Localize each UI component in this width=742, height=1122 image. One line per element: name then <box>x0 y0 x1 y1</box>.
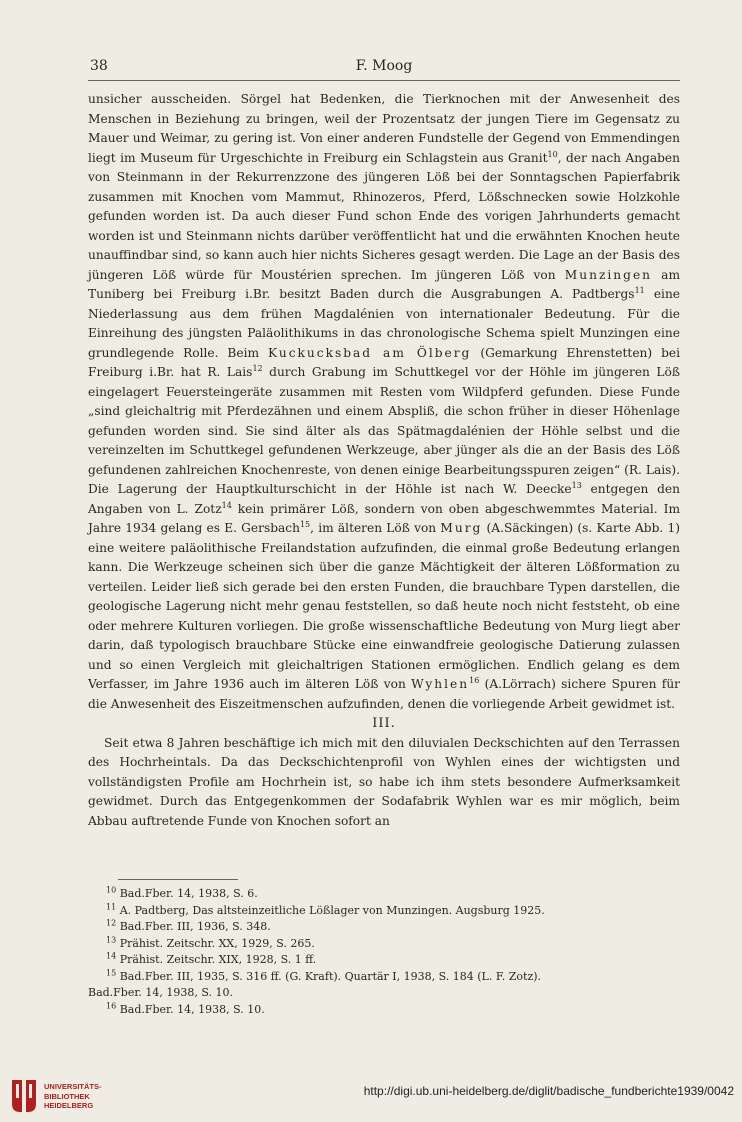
footnote-16: $^{16}$ Bad.Fber. 14, 1938, S. 10. <box>106 1000 265 1016</box>
footnote-14: $^{14}$ Prähist. Zeitschr. XIX, 1928, S. 1 ff. <box>106 951 317 966</box>
footnote-11: $^{11}$ A. Padtberg, Das altsteinzeitliche Lößlager von Munzingen. Augsburg 1925. <box>106 901 545 917</box>
footnote-10: $^{10}$ Bad.Fber. 14, 1938, S. 6. <box>106 885 258 900</box>
place-murg: Murg <box>440 521 483 535</box>
source-url-link[interactable]: http://digi.ub.uni-heidelberg.de/diglit/badische_fundberichte1939/0042 <box>363 1084 734 1098</box>
footnote-ref[interactable]: 14 <box>221 500 232 510</box>
place-munzingen: Munzingen <box>564 267 653 282</box>
footnote-divider <box>118 879 238 880</box>
digitization-footer <box>0 1076 742 1122</box>
university-library-logo-icon <box>8 1078 40 1114</box>
footnote-ref[interactable]: 13 <box>571 480 582 490</box>
footnote-15: $^{15}$ Bad.Fber. III, 1935, S. 316 ff. (G. Kraft). Quartär I, 1938, S. 184 (L. F. Zotz). <box>106 967 542 983</box>
running-header <box>88 58 680 81</box>
section-heading: III. <box>372 716 396 731</box>
paragraph-2: Seit etwa 8 Jahren beschäftige ich mich mit den diluvialen Deckschichten auf den Terrassen des Hochrheintals. Da das Deckschichtenprofil von Wyhlen eines der wichtigsten und vollständigsten Profile am Hochrhein ist, so habe ich ihm stets besondere Aufmerksamkeit gewidmet. Durch das Entgegenkommen der Sodafabrik Wyhlen war es mir möglich, beim Abbau auftretende Funde von Knochen sofort an <box>88 735 680 828</box>
footnote-ref[interactable]: 11 <box>634 285 645 295</box>
running-title-author: F. Moog <box>355 58 413 74</box>
main-text <box>88 90 680 831</box>
place-kuckucksbad: Kuckucksbad am Ölberg <box>268 345 472 360</box>
footnote-15-continued: Bad.Fber. 14, 1938, S. 10. <box>88 986 234 999</box>
page-number: 38 <box>90 58 108 74</box>
paragraph-1: unsicher ausscheiden. Sörgel hat Bedenken, die Tierknochen mit der Anwesenheit des Menschen in Beziehung zu bringen, weil der Prozentsatz der jungen Tiere im Gegensatz zu Mauer und Weimar, zu gering ist. Von einer anderen Fundstelle der Gegend von Emmendingen liegt im Museum für Urgeschichte in Freiburg ein Schlagstein aus Granit$^{10}$, der nach Angaben von Steinmann in der Rekurrenzzone des jüngeren Löß bei der Sonntagschen Papierfabrik zusammen mit Knochen vom Mammut, Rhinozeros, Pferd, Lößschnecken sowie Holzkohle gefunden worden ist. Da auch dieser Fund schon Ende des vorigen Jahrhunderts gemacht worden ist und Steinmann nichts darüber veröffentlicht hat und die erwähnten Knochen heute unauffindbar sind, so kann auch hier nichts Sicheres gesagt werden. Die Lage an der Basis des jüngeren Löß würde für Moustérien sprechen. Im jüngeren Löß von Munzingen am Tuniberg bei Freiburg i.Br. besitzt Baden durch die Ausgrabungen A. Padtbergs$^{11}$ eine Niederlassung aus dem frühen Magdalénien von internationaler Bedeutung. Für die Einreihung des jüngsten Paläolithikums in das chronologische Schema spielt Munzingen eine grundlegende Rolle. Beim Kuckucksbad am Ölberg (Gemarkung Ehrenstetten) bei Freiburg i.Br. hat R. Lais$^{12}$ durch Grabung im Schuttkegel vor der Höhle im jüngeren Löß eingelagert Feuersteingeräte zusammen mit Resten vom Wildpferd gefunden. Diese Funde „sind gleichaltrig mit Pferdezähnen und einem Abspliß, die schon früher in dieser Höhenlage gefunden worden sind. Sie sind älter als das Spätmagdalénien der Höhle selbst und die vereinzelten im Schuttkegel gefundenen Werkzeuge, aber jünger als die an der Basis des Löß gefundenen zahlreichen Knochenreste, von denen einige Bearbeitungsspuren zeigen“ (R. Lais). Die Lagerung der Hauptkulturschicht in der Höhle ist nach W. Deecke$^{13}$ entgegen den Angaben von L. Zotz$^{14}$ kein primärer Löß, sondern von oben abgeschwemmtes Material. Im Jahre 1934 gelang es E. Gersbach$^{15}$, im älteren Löß von Murg (A.Säckingen) (s. Karte Abb. 1) eine weitere paläolithische Freilandstation aufzufinden, die einmal große Bedeutung erlangen kann. Die Werkzeuge scheinen sich über die ganze Mächtigkeit der älteren Lößformation zu verteilen. Leider ließ sich gerade bei den ersten Funden, die brauchbare Typen darstellen, die geologische Lagerung nicht mehr genau feststellen, so daß heute noch nicht feststeht, ob eine oder mehrere Kulturen vorliegen. Die große wissenschaftliche Bedeutung von Murg liegt aber darin, daß typologisch brauchbare Stücke eine einwandfreie geologische Datierung zulassen und so einen Vergleich mit gleichaltrigen Stationen ermöglichen. Endlich gelang es dem Verfasser, im Jahre 1936 auch im älteren Löß von Wyhlen$^{16}$ (A.Lörrach) sichere Spuren für die Anwesenheit des Eiszeitmenschen aufzufinden, denen die vorliegende Arbeit gewidmet ist. <box>88 92 681 711</box>
place-wyhlen: Wyhlen <box>411 677 470 691</box>
footnote-13: $^{13}$ Prähist. Zeitschr. XX, 1929, S. 265. <box>106 934 315 950</box>
library-name: UNIVERSITÄTS- BIBLIOTHEK HEIDELBERG <box>44 1082 102 1110</box>
footnote-ref[interactable]: 15 <box>299 519 311 529</box>
footnote-12: $^{12}$ Bad.Fber. III, 1936, S. 348. <box>106 918 271 933</box>
footnote-ref[interactable]: 10 <box>547 149 558 159</box>
footnotes <box>88 886 680 1018</box>
footnote-ref[interactable]: 16 <box>469 675 480 685</box>
footnote-ref[interactable]: 12 <box>252 363 263 373</box>
